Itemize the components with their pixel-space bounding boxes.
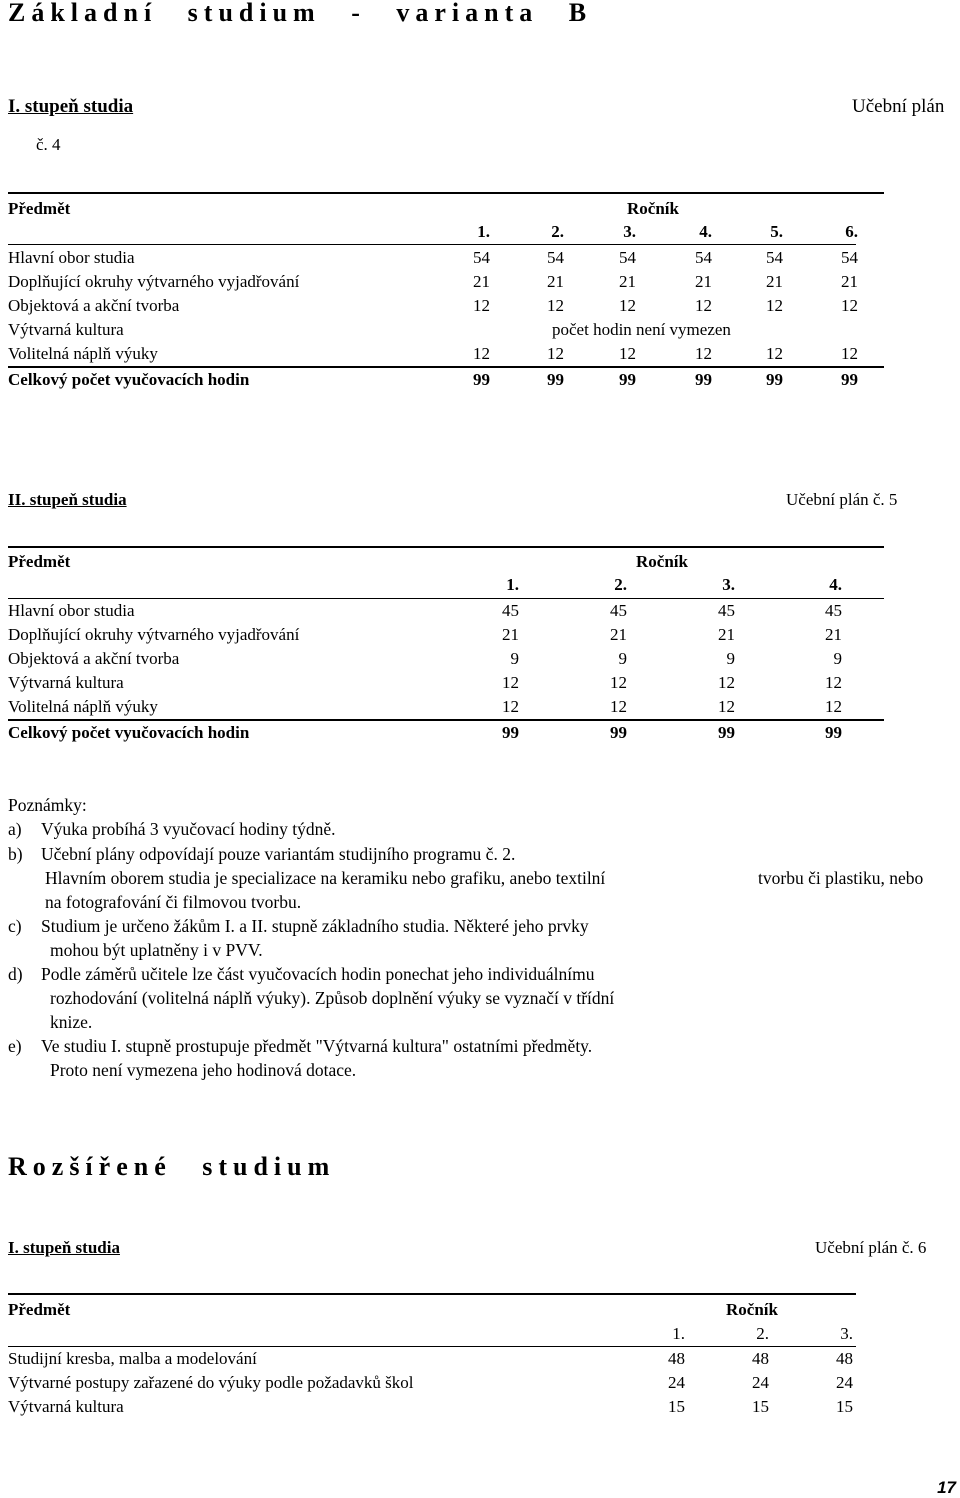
- table1-cell: 12: [547, 296, 564, 315]
- note-c-text: Studium je určeno žákům I. a II. stupně základního studia. Některé jeho prvky: [41, 916, 589, 936]
- note-b-text: Učební plány odpovídají pouze variantám studijního programu č. 2.: [41, 844, 516, 864]
- table2-cell: 12: [718, 697, 735, 716]
- table2-cell: 9: [618, 649, 627, 668]
- table2-top-rule: [8, 546, 884, 548]
- note-a-text: Výuka probíhá 3 vyučovací hodiny týdně.: [41, 819, 336, 839]
- table2-bottom-rule: [8, 719, 884, 721]
- table3-year-number: 1.: [672, 1324, 685, 1343]
- table2-cell: 12: [502, 673, 519, 692]
- table1-total-cell: 99: [695, 370, 712, 389]
- table2-cell: 9: [833, 649, 842, 668]
- table1-cell: 12: [473, 344, 490, 363]
- table2-cell: 45: [718, 601, 735, 620]
- table1-cell: 54: [695, 248, 712, 267]
- table1-year-number: 4.: [699, 222, 712, 241]
- table1-cell: 54: [473, 248, 490, 267]
- table1-cell: 12: [841, 296, 858, 315]
- section2-plan-label: Učební plán č. 5: [786, 490, 898, 509]
- table3-cell: 24: [836, 1373, 853, 1392]
- note-b-cont2: na fotografování či filmovou tvorbu.: [45, 892, 302, 912]
- notes-heading: Poznámky:: [8, 795, 87, 815]
- table1-subject-header: Předmět: [8, 199, 71, 218]
- table2-year-header: Ročník: [636, 552, 688, 571]
- table2-cell: 12: [502, 697, 519, 716]
- table1-cell: 21: [619, 272, 636, 291]
- section3-plan-label: Učební plán č. 6: [815, 1238, 927, 1257]
- table2-cell: 9: [726, 649, 735, 668]
- table2-cell: 45: [825, 601, 842, 620]
- table1-cell: 12: [473, 296, 490, 315]
- table1-row-label: Objektová a akční tvorba: [8, 296, 180, 315]
- table1-cell: 21: [695, 272, 712, 291]
- table1-year-number: 6.: [845, 222, 858, 241]
- table3-cell: 15: [668, 1397, 685, 1416]
- table1-cell: 21: [766, 272, 783, 291]
- table1-cell: 54: [547, 248, 564, 267]
- table2-total-label: Celkový počet vyučovacích hodin: [8, 723, 250, 742]
- table3-cell: 48: [836, 1349, 853, 1368]
- note-d-label: d): [8, 964, 23, 984]
- table2-row-label: Objektová a akční tvorba: [8, 649, 180, 668]
- table2-cell: 45: [502, 601, 519, 620]
- section2-heading: II. stupeň studia: [8, 490, 127, 509]
- table2-cell: 9: [510, 649, 519, 668]
- table2-total-cell: 99: [718, 723, 735, 742]
- table3-year-header: Ročník: [726, 1300, 778, 1319]
- table3-header-rule: [8, 1346, 856, 1347]
- note-d-cont1: rozhodování (volitelná náplň výuky). Způsob doplnění výuky se vyznačí v třídní: [50, 988, 615, 1008]
- table2-cell: 12: [610, 697, 627, 716]
- table3-cell: 15: [836, 1397, 853, 1416]
- table1-total-cell: 99: [766, 370, 783, 389]
- table1-cell: 21: [547, 272, 564, 291]
- table2-cell: 21: [610, 625, 627, 644]
- table2-total-cell: 99: [825, 723, 842, 742]
- table1-row-label: Hlavní obor studia: [8, 248, 135, 267]
- table1-cell: 21: [841, 272, 858, 291]
- table1-top-rule: [8, 192, 884, 194]
- note-c-cont1: mohou být uplatněny i v PVV.: [50, 940, 263, 960]
- table2-row-label: Volitelná náplň výuky: [8, 697, 158, 716]
- page-title: Základní studium - varianta B: [8, 0, 593, 27]
- table1-row-label: Výtvarná kultura: [8, 320, 124, 339]
- table1-cell: 12: [766, 296, 783, 315]
- table1-row-label: Volitelná náplň výuky: [8, 344, 158, 363]
- table1-cell: 54: [841, 248, 858, 267]
- table2-row-label: Hlavní obor studia: [8, 601, 135, 620]
- table1-total-cell: 99: [619, 370, 636, 389]
- table3-year-number: 2.: [756, 1324, 769, 1343]
- table2-row-label: Doplňující okruhy výtvarného vyjadřování: [8, 625, 300, 644]
- table2-year-number: 2.: [614, 575, 627, 594]
- note-d-text: Podle záměrů učitele lze část vyučovacích hodin ponechat jeho individuálnímu: [41, 964, 595, 984]
- table3-row-label: Výtvarné postupy zařazené do výuky podle požadavků škol: [8, 1373, 414, 1392]
- section1-heading: I. stupeň studia: [8, 96, 134, 117]
- table1-bottom-rule: [8, 366, 884, 368]
- table1-cell: 12: [619, 344, 636, 363]
- table3-year-number: 3.: [840, 1324, 853, 1343]
- table2-total-cell: 99: [610, 723, 627, 742]
- table1-year-number: 5.: [770, 222, 783, 241]
- note-e-label: e): [8, 1036, 22, 1056]
- table1-cell: 12: [766, 344, 783, 363]
- table2-year-number: 3.: [722, 575, 735, 594]
- table1-year-number: 2.: [551, 222, 564, 241]
- table3-top-rule: [8, 1293, 856, 1295]
- table2-cell: 21: [718, 625, 735, 644]
- table1-total-cell: 99: [841, 370, 858, 389]
- table2-cell: 45: [610, 601, 627, 620]
- note-c-label: c): [8, 916, 22, 936]
- table3-cell: 15: [752, 1397, 769, 1416]
- table1-cell: 12: [841, 344, 858, 363]
- table1-year-header: Ročník: [627, 199, 679, 218]
- page-number: 17: [937, 1478, 956, 1497]
- table1-cell: 54: [766, 248, 783, 267]
- note-b-cont1-right: tvorbu či plastiku, nebo: [758, 868, 924, 888]
- table1-header-rule: [8, 244, 856, 245]
- table3-row-label: Studijní kresba, malba a modelování: [8, 1349, 257, 1368]
- table1-cell: 12: [695, 344, 712, 363]
- table1-cell: 12: [547, 344, 564, 363]
- table3-cell: 48: [668, 1349, 685, 1368]
- section3-heading: I. stupeň studia: [8, 1238, 120, 1257]
- note-e-text: Ve studiu I. stupně prostupuje předmět "Výtvarná kultura" ostatními předměty.: [41, 1036, 593, 1056]
- table1-total-cell: 99: [547, 370, 564, 389]
- table1-cell: 12: [619, 296, 636, 315]
- table2-cell: 12: [825, 697, 842, 716]
- table3-cell: 24: [752, 1373, 769, 1392]
- note-b-label: b): [8, 844, 23, 864]
- table2-year-number: 1.: [506, 575, 519, 594]
- section-title-extended: Rozšířené studium: [8, 1152, 336, 1181]
- table2-cell: 12: [718, 673, 735, 692]
- note-d-cont2: knize.: [50, 1012, 93, 1032]
- table3-subject-header: Předmět: [8, 1300, 71, 1319]
- table1-cell: 54: [619, 248, 636, 267]
- table2-subject-header: Předmět: [8, 552, 71, 571]
- table2-cell: 21: [502, 625, 519, 644]
- section1-plan-label: Učební plán: [852, 96, 945, 117]
- table2-cell: 12: [610, 673, 627, 692]
- note-a-label: a): [8, 819, 22, 839]
- table2-cell: 12: [825, 673, 842, 692]
- table1-row-label: Doplňující okruhy výtvarného vyjadřování: [8, 272, 300, 291]
- table2-year-number: 4.: [829, 575, 842, 594]
- table1-cell: 12: [695, 296, 712, 315]
- table2-row-label: Výtvarná kultura: [8, 673, 124, 692]
- table2-total-cell: 99: [502, 723, 519, 742]
- table3-cell: 48: [752, 1349, 769, 1368]
- table2-header-rule: [8, 598, 884, 599]
- table1-total-cell: 99: [473, 370, 490, 389]
- table1-year-number: 3.: [623, 222, 636, 241]
- table1-row-note: počet hodin není vymezen: [552, 320, 731, 339]
- table2-cell: 21: [825, 625, 842, 644]
- table3-row-label: Výtvarná kultura: [8, 1397, 124, 1416]
- table1-total-label: Celkový počet vyučovacích hodin: [8, 370, 250, 389]
- note-e-cont1: Proto není vymezena jeho hodinová dotace.: [50, 1060, 357, 1080]
- table1-cell: 21: [473, 272, 490, 291]
- note-b-cont1: Hlavním oborem studia je specializace na keramiku nebo grafiku, anebo textilní: [45, 868, 606, 888]
- table1-year-number: 1.: [477, 222, 490, 241]
- table3-cell: 24: [668, 1373, 685, 1392]
- section1-plan-number: č. 4: [36, 135, 61, 154]
